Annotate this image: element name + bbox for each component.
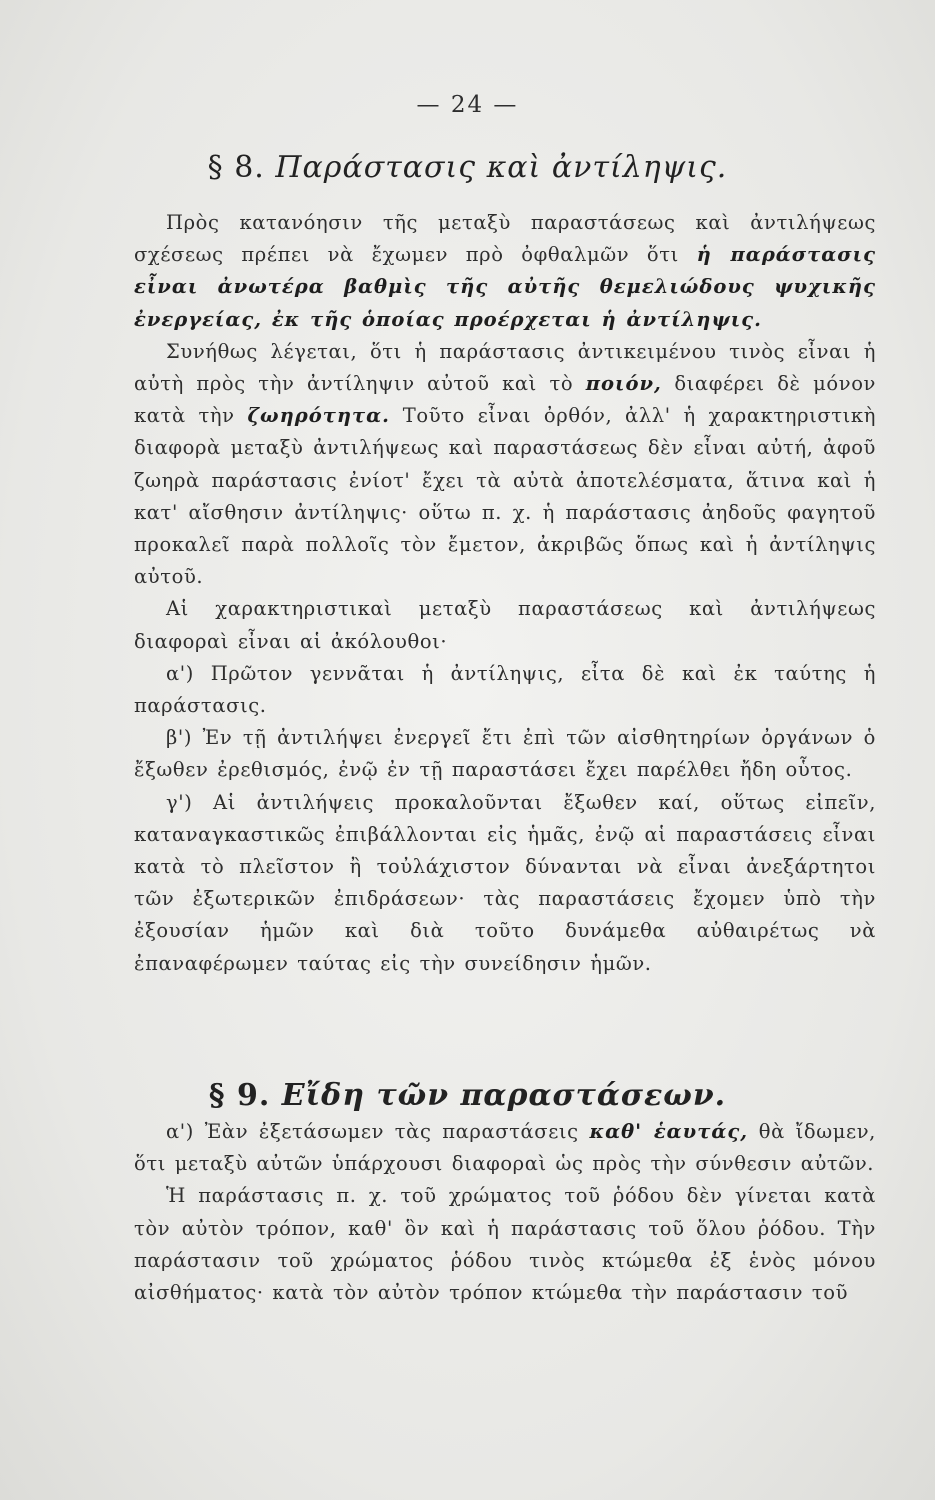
paragraph-text: Τοῦτο εἶναι ὀρθόν, ἀλλ' ἡ χαρακτηριστικὴ διαφορὰ μεταξὺ ἀντιλήψεως καὶ παραστάσεως δὲν εἶναι αὐτή, ἀφοῦ ζωηρὰ παράστασις ἐνίοτ' ἔχει τὰ αὐτὰ ἀποτελέσματα, ἅτινα καὶ ἡ κατ' αἴσθησιν ἀντίληψις· οὕτω π. χ. ἡ παράστασις ἀηδοῦς φαγητοῦ προκαλεῖ παρὰ πολλοῖς τὸν ἔμετον, ἀκριβῶς ὅπως καὶ ἡ ἀντίληψις αὐτοῦ. xyxy=(134,404,876,589)
section-8-sign: § 8. xyxy=(207,150,265,185)
paragraph-text: διαφέρει δὲ μόνον κατὰ τὴν xyxy=(134,372,877,428)
section-9-sign: § 9. xyxy=(208,1078,271,1113)
paragraph xyxy=(134,207,876,336)
emphasized-text: καθ' ἑαυτάς, xyxy=(589,1120,748,1143)
list-item-alpha xyxy=(134,1116,876,1180)
paragraph-text: Πρὸς κατανόησιν τῆς μεταξὺ παραστάσεως καὶ ἀντιλήψεως σχέσεως πρέπει νὰ ἔχωμεν πρὸ ὀφθαλμῶν ὅτι xyxy=(134,211,876,267)
paragraph: Αἱ χαρακτηριστικαὶ μεταξὺ παραστάσεως καὶ ἀντιλήψεως διαφοραὶ εἶναι αἱ ἀκόλουθοι· xyxy=(134,597,876,653)
section-9-heading xyxy=(0,1078,935,1113)
section-8-body xyxy=(134,207,876,980)
section-8-title: Παράστασις καὶ ἀντίληψις. xyxy=(275,150,728,185)
list-item-alpha: α') Πρῶτον γεννᾶται ἡ ἀντίληψις, εἶτα δὲ καὶ ἐκ ταύτης ἡ παράστασις. xyxy=(134,661,876,718)
emphasized-text: ἡ παράστασις εἶναι ἀνωτέρα βαθμὶς τῆς αὐτῆς θεμελιώδους ψυχικῆς ἐνεργείας, ἐκ τῆς ὁποίας προέρχεται ἡ ἀντίληψις. xyxy=(134,243,876,331)
section-9-title: Εἴδη τῶν παραστάσεων. xyxy=(281,1078,727,1113)
section-9-body xyxy=(134,1116,876,1309)
paragraph: Ἡ παράστασις π. χ. τοῦ χρώματος τοῦ ῥόδου δὲν γίνεται κατὰ τὸν αὐτὸν τρόπον, καθ' ὃν καὶ ἡ παράστασις τοῦ ὅλου ῥόδου. Τὴν παράστασιν τοῦ χρώματος ῥόδου τινὸς κτώμεθα ἐξ ἑνὸς μόνου αἰσθήματος· κατὰ τὸν αὐτὸν τρόπον κτώμεθα τὴν παράστασιν τοῦ xyxy=(134,1184,876,1305)
paragraph-text: θὰ ἴδωμεν, ὅτι μεταξὺ αὐτῶν ὑπάρχουσι διαφοραὶ ὡς πρὸς τὴν σύνθεσιν αὐτῶν. xyxy=(134,1120,876,1176)
page-number: — 24 — xyxy=(416,92,519,118)
paragraph xyxy=(134,336,876,594)
paragraph-text: α') Ἐὰν ἐξετάσωμεν τὰς παραστάσεις xyxy=(166,1120,579,1143)
paragraph-text: Συνήθως λέγεται, ὅτι ἡ παράστασις ἀντικειμένου τινὸς εἶναι ἡ αὐτὴ πρὸς τὴν ἀντίληψιν αὐτοῦ καὶ τὸ xyxy=(134,339,876,396)
emphasized-text: ποιόν, xyxy=(585,372,662,396)
section-8-heading xyxy=(0,150,935,185)
list-item-gamma: γ') Αἱ ἀντιλήψεις προκαλοῦνται ἔξωθεν καί, οὕτως εἰπεῖν, καταναγκαστικῶς ἐπιβάλλονται εἰς ἡμᾶς, ἐνῷ αἱ παραστάσεις εἶναι κατὰ τὸ πλεῖστον ἢ τοὐλάχιστον δύνανται νὰ εἶναι ἀνεξάρτητοι τῶν ἐξωτερικῶν ἐπιδράσεων· τὰς παραστάσεις ἔχομεν ὑπὸ τὴν ἐξουσίαν ἡμῶν καὶ διὰ τοῦτο δυνάμεθα αὐθαιρέτως νὰ ἐπαναφέρωμεν ταύτας εἰς τὴν συνείδησιν ἡμῶν. xyxy=(134,790,876,975)
emphasized-text: ζωηρότητα. xyxy=(247,404,390,428)
list-item-beta: β') Ἐν τῇ ἀντιλήψει ἐνεργεῖ ἔτι ἐπὶ τῶν αἰσθητηρίων ὀργάνων ὁ ἔξωθεν ἐρεθισμός, ἐνῷ ἐν τῇ παραστάσει ἔχει παρέλθει ἤδη οὗτος. xyxy=(134,726,876,782)
